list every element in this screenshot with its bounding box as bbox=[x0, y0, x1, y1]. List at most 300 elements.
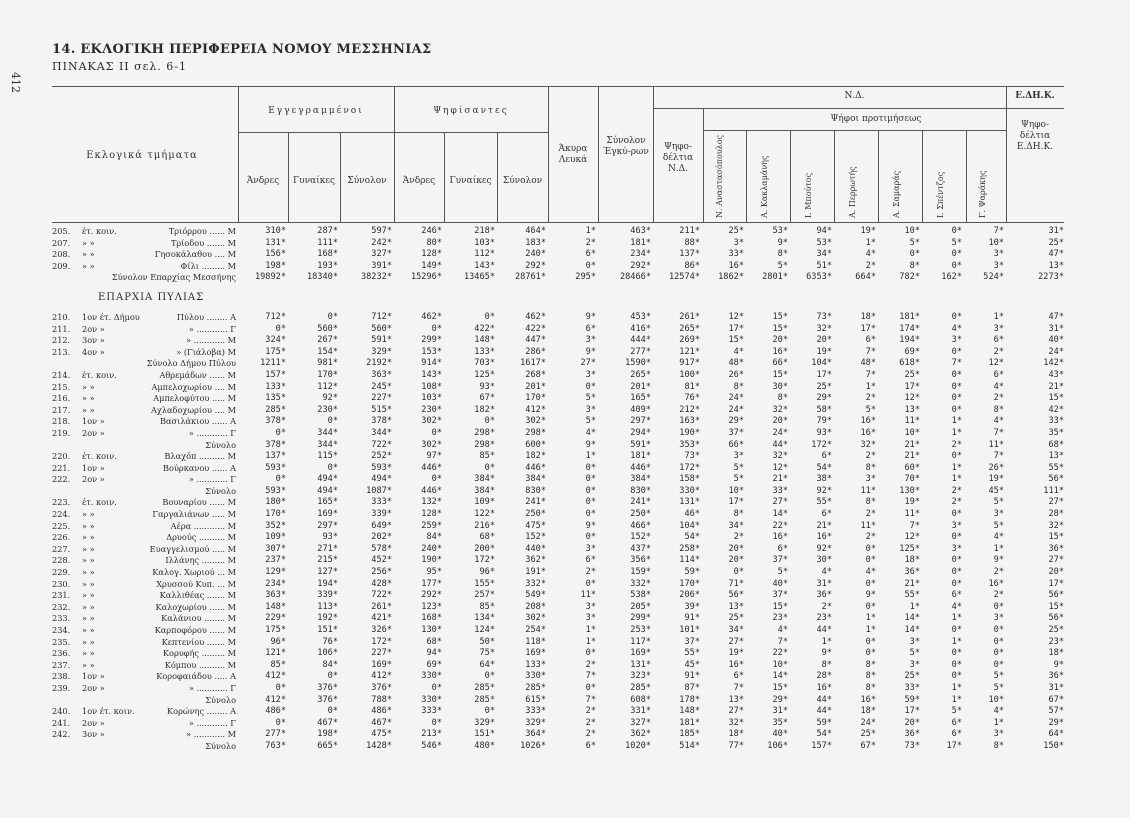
cell: 0* bbox=[865, 578, 876, 589]
cell: 18* bbox=[860, 706, 876, 717]
cell: 23* bbox=[1048, 636, 1064, 647]
row-name: Βούρκανου ...... Α bbox=[163, 462, 236, 473]
cell: 128* bbox=[421, 509, 442, 520]
row-number: 208. bbox=[52, 249, 71, 260]
cell: 0* bbox=[484, 671, 495, 682]
row-number: 235. bbox=[52, 636, 71, 647]
row-name: Τρίοδου ....... Μ bbox=[170, 237, 236, 248]
cell: 97* bbox=[426, 451, 442, 462]
cell: 330* bbox=[421, 694, 442, 705]
candidate-3: Α. Περρωτής bbox=[848, 166, 857, 218]
cell: 378* bbox=[265, 416, 286, 427]
cell: 292* bbox=[525, 260, 546, 271]
cell: 446* bbox=[421, 485, 442, 496]
cell: 0* bbox=[993, 659, 1004, 670]
row-kind: » » bbox=[82, 590, 95, 601]
cell: 391* bbox=[371, 260, 392, 271]
subtotal-row bbox=[0, 440, 1130, 452]
cell: 96* bbox=[270, 636, 286, 647]
cell: 0* bbox=[484, 706, 495, 717]
cell: 9* bbox=[585, 439, 596, 450]
cell: 4* bbox=[993, 381, 1004, 392]
cell: 363* bbox=[371, 369, 392, 380]
cell: 0* bbox=[585, 497, 596, 508]
row-name: Κόμπου .......... Μ bbox=[164, 659, 236, 670]
cell: 159* bbox=[630, 567, 651, 578]
row-number: 217. bbox=[52, 404, 71, 415]
cell: 0* bbox=[733, 567, 744, 578]
cell: 137* bbox=[679, 249, 700, 260]
cell: 66* bbox=[728, 439, 744, 450]
row-number: 234. bbox=[52, 625, 71, 635]
cell: 20* bbox=[772, 416, 788, 427]
cell: 55* bbox=[1048, 462, 1064, 473]
cell: 15* bbox=[1048, 601, 1064, 612]
cell: 1* bbox=[993, 543, 1004, 554]
cell: 3* bbox=[993, 323, 1004, 334]
cell: 462* bbox=[421, 311, 442, 322]
cell: 914* bbox=[421, 358, 442, 369]
cell: 93* bbox=[479, 381, 495, 392]
cell: 0* bbox=[951, 381, 962, 392]
cell: 4* bbox=[993, 416, 1004, 427]
cell: 92* bbox=[816, 543, 832, 554]
cell: 237* bbox=[265, 555, 286, 566]
row-number: 239. bbox=[52, 682, 71, 693]
cell: 0* bbox=[585, 532, 596, 543]
cell: 5* bbox=[865, 404, 876, 415]
row-name: Κεπτενίου ....... Μ bbox=[161, 636, 236, 647]
row-name: » ............ Γ bbox=[188, 682, 236, 693]
cell: 29* bbox=[728, 416, 744, 427]
region-heading-text: ΕΠΑΡΧΙΑ ΠΥΛΙΑΣ bbox=[98, 291, 205, 303]
cell: 11* bbox=[860, 485, 876, 496]
cell: 4* bbox=[777, 625, 788, 635]
cell: 475* bbox=[371, 729, 392, 740]
cell: 111* bbox=[1043, 485, 1064, 496]
cell: 194* bbox=[899, 335, 920, 346]
cell: 103* bbox=[474, 237, 495, 248]
cell: 19* bbox=[860, 226, 876, 236]
table-row bbox=[0, 428, 1130, 440]
cell: 64* bbox=[479, 659, 495, 670]
row-number: 223. bbox=[52, 497, 71, 508]
cell: 486* bbox=[265, 706, 286, 717]
cell: 27* bbox=[728, 706, 744, 717]
row-kind: » » bbox=[82, 532, 95, 543]
cell: 0* bbox=[951, 393, 962, 404]
cell: 9* bbox=[865, 590, 876, 601]
cell: 2* bbox=[865, 393, 876, 404]
cell: 48* bbox=[860, 358, 876, 369]
cell: 8* bbox=[865, 671, 876, 682]
cell: 158* bbox=[679, 474, 700, 485]
cell: 240* bbox=[421, 543, 442, 554]
row-number: 222. bbox=[52, 474, 71, 485]
cell: 1* bbox=[865, 625, 876, 635]
cell: 3* bbox=[909, 659, 920, 670]
header-edik-group: Ε.ΔΗ.Κ. bbox=[1015, 91, 1055, 101]
row-kind: » » bbox=[82, 601, 95, 612]
cell: 285* bbox=[630, 682, 651, 693]
cell: 40* bbox=[1048, 335, 1064, 346]
cell: 149* bbox=[421, 260, 442, 271]
cell: 0* bbox=[865, 601, 876, 612]
cell: 15* bbox=[1048, 393, 1064, 404]
row-number: 238. bbox=[52, 671, 71, 682]
cell: 4* bbox=[865, 249, 876, 260]
cell: 143* bbox=[474, 260, 495, 271]
cell: 3* bbox=[585, 543, 596, 554]
cell: 1* bbox=[865, 613, 876, 624]
cell: 241* bbox=[525, 497, 546, 508]
cell: 31* bbox=[1048, 682, 1064, 693]
cell: 302* bbox=[421, 416, 442, 427]
cell: 3* bbox=[951, 543, 962, 554]
table-row bbox=[0, 648, 1130, 660]
cell: 0* bbox=[951, 311, 962, 322]
cell: 494* bbox=[371, 474, 392, 485]
cell: 285* bbox=[474, 682, 495, 693]
cell: 285* bbox=[525, 682, 546, 693]
cell: 763* bbox=[265, 740, 286, 751]
row-name: Σύνολο bbox=[205, 485, 236, 496]
cell: 3* bbox=[909, 636, 920, 647]
cell: 8* bbox=[733, 381, 744, 392]
cell: 18* bbox=[860, 311, 876, 322]
cell: 2* bbox=[585, 717, 596, 728]
cell: 18* bbox=[1048, 648, 1064, 659]
cell: 703* bbox=[474, 358, 495, 369]
cell: 2801* bbox=[762, 272, 788, 283]
cell: 1087* bbox=[366, 485, 392, 496]
cell: 96* bbox=[479, 567, 495, 578]
header-valid: Σύνολον Έγκύ-ρων bbox=[603, 136, 649, 157]
cell: 23* bbox=[772, 613, 788, 624]
candidate-6: Γ. Ψαράκης bbox=[978, 170, 987, 218]
cell: 4* bbox=[993, 532, 1004, 543]
cell: 287* bbox=[317, 226, 338, 236]
cell: 94* bbox=[816, 226, 832, 236]
cell: 8* bbox=[733, 509, 744, 520]
row-name: Καρποφόρου ...... Μ bbox=[154, 625, 236, 635]
cell: 0* bbox=[585, 381, 596, 392]
cell: 163* bbox=[679, 416, 700, 427]
cell: 181* bbox=[630, 451, 651, 462]
cell: 32* bbox=[728, 717, 744, 728]
cell: 376* bbox=[371, 682, 392, 693]
cell: 362* bbox=[525, 555, 546, 566]
cell: 25* bbox=[904, 369, 920, 380]
candidate-1: Α. Κακλαμάνης bbox=[760, 155, 769, 218]
cell: 178* bbox=[679, 694, 700, 705]
cell: 215* bbox=[317, 555, 338, 566]
cell: 12* bbox=[904, 532, 920, 543]
cell: 0* bbox=[431, 474, 442, 485]
cell: 299* bbox=[421, 335, 442, 346]
cell: 36* bbox=[816, 590, 832, 601]
cell: 593* bbox=[265, 485, 286, 496]
row-number: 218. bbox=[52, 416, 71, 427]
cell: 68* bbox=[1048, 439, 1064, 450]
table-row bbox=[0, 335, 1130, 347]
row-number: 219. bbox=[52, 427, 71, 438]
cell: 56* bbox=[1048, 613, 1064, 624]
cell: 21* bbox=[904, 578, 920, 589]
row-kind: » » bbox=[82, 567, 95, 578]
row-kind: » » bbox=[82, 404, 95, 415]
cell: 1* bbox=[951, 427, 962, 438]
table-row bbox=[0, 347, 1130, 359]
cell: 24* bbox=[772, 427, 788, 438]
table-body bbox=[0, 226, 1130, 753]
cell: 265* bbox=[679, 323, 700, 334]
cell: 3* bbox=[585, 601, 596, 612]
cell: 27* bbox=[1048, 497, 1064, 508]
row-name: Πύλου ........ Α bbox=[176, 311, 236, 322]
cell: 181* bbox=[899, 311, 920, 322]
cell: 2* bbox=[951, 439, 962, 450]
header-nd-group: Ν.Δ. bbox=[844, 91, 865, 101]
cell: 81* bbox=[684, 381, 700, 392]
cell: 514* bbox=[679, 740, 700, 751]
cell: 8* bbox=[865, 659, 876, 670]
cell: 33* bbox=[772, 485, 788, 496]
cell: 24* bbox=[728, 404, 744, 415]
cell: 33* bbox=[1048, 416, 1064, 427]
cell: 1* bbox=[585, 451, 596, 462]
cell: 29* bbox=[816, 393, 832, 404]
cell: 135* bbox=[265, 393, 286, 404]
cell: 6* bbox=[821, 451, 832, 462]
cell: 3* bbox=[865, 474, 876, 485]
cell: 7* bbox=[909, 520, 920, 531]
cell: 218* bbox=[474, 226, 495, 236]
table-row bbox=[0, 660, 1130, 672]
cell: 151* bbox=[317, 625, 338, 635]
cell: 0* bbox=[327, 671, 338, 682]
cell: 84* bbox=[322, 659, 338, 670]
cell: 152* bbox=[525, 532, 546, 543]
cell: 20* bbox=[904, 717, 920, 728]
cell: 91* bbox=[684, 671, 700, 682]
cell: 2* bbox=[951, 497, 962, 508]
cell: 7* bbox=[777, 636, 788, 647]
cell: 56* bbox=[1048, 474, 1064, 485]
cell: 268* bbox=[525, 369, 546, 380]
cell: 6* bbox=[993, 335, 1004, 346]
cell: 297* bbox=[317, 520, 338, 531]
cell: 5* bbox=[951, 237, 962, 248]
cell: 4* bbox=[585, 427, 596, 438]
cell: 446* bbox=[421, 462, 442, 473]
cell: 1026* bbox=[520, 740, 546, 751]
cell: 37* bbox=[772, 555, 788, 566]
cell: 297* bbox=[630, 416, 651, 427]
cell: 142* bbox=[1043, 358, 1064, 369]
cell: 9* bbox=[821, 648, 832, 659]
cell: 363* bbox=[265, 590, 286, 601]
cell: 2192* bbox=[366, 358, 392, 369]
cell: 7* bbox=[993, 226, 1004, 236]
row-kind: έτ. κοιν. bbox=[82, 369, 117, 380]
cell: 0* bbox=[951, 369, 962, 380]
cell: 17* bbox=[860, 323, 876, 334]
cell: 712* bbox=[265, 311, 286, 322]
row-number: 227. bbox=[52, 543, 71, 554]
cell: 344* bbox=[317, 427, 338, 438]
cell: 37* bbox=[772, 590, 788, 601]
cell: 13* bbox=[904, 404, 920, 415]
cell: 364* bbox=[525, 729, 546, 740]
cell: 34* bbox=[816, 249, 832, 260]
row-name: Κορυφής ......... Μ bbox=[162, 648, 236, 659]
cell: 6* bbox=[585, 555, 596, 566]
cell: 0* bbox=[865, 543, 876, 554]
cell: 59* bbox=[816, 717, 832, 728]
cell: 467* bbox=[317, 717, 338, 728]
cell: 271* bbox=[317, 543, 338, 554]
table-row bbox=[0, 509, 1130, 521]
cell: 33* bbox=[904, 682, 920, 693]
table-row bbox=[0, 683, 1130, 695]
cell: 200* bbox=[474, 543, 495, 554]
cell: 252* bbox=[371, 451, 392, 462]
cell: 8* bbox=[993, 740, 1004, 751]
cell: 560* bbox=[317, 323, 338, 334]
cell: 356* bbox=[630, 555, 651, 566]
cell: 3* bbox=[585, 335, 596, 346]
cell: 269* bbox=[679, 335, 700, 346]
cell: 57* bbox=[1048, 706, 1064, 717]
cell: 0* bbox=[993, 648, 1004, 659]
cell: 175* bbox=[265, 625, 286, 635]
row-kind: έτ. κοιν. bbox=[82, 451, 117, 462]
cell: 153* bbox=[421, 346, 442, 357]
row-name: Δρυούς .......... Μ bbox=[166, 532, 236, 543]
cell: 277* bbox=[265, 729, 286, 740]
cell: 31* bbox=[816, 578, 832, 589]
cell: 131* bbox=[265, 237, 286, 248]
cell: 124* bbox=[474, 625, 495, 635]
cell: 15296* bbox=[410, 272, 442, 283]
table-row bbox=[0, 718, 1130, 730]
cell: 109* bbox=[474, 497, 495, 508]
cell: 151* bbox=[474, 729, 495, 740]
cell: 5* bbox=[585, 416, 596, 427]
cell: 2* bbox=[865, 451, 876, 462]
cell: 2* bbox=[865, 509, 876, 520]
cell: 129* bbox=[265, 567, 286, 578]
cell: 6* bbox=[951, 717, 962, 728]
cell: 69* bbox=[426, 659, 442, 670]
cell: 92* bbox=[816, 485, 832, 496]
cell: 16* bbox=[860, 694, 876, 705]
cell: 1* bbox=[951, 636, 962, 647]
cell: 1428* bbox=[366, 740, 392, 751]
table-row bbox=[0, 567, 1130, 579]
cell: 95* bbox=[426, 567, 442, 578]
cell: 2273* bbox=[1038, 272, 1064, 283]
cell: 93* bbox=[816, 427, 832, 438]
cell: 185* bbox=[679, 729, 700, 740]
table-row bbox=[0, 555, 1130, 567]
cell: 339* bbox=[317, 590, 338, 601]
header-men-reg: Άνδρες bbox=[246, 176, 280, 186]
row-name: Αχλαδοχωρίου .... Μ bbox=[150, 404, 236, 415]
cell: 615* bbox=[525, 694, 546, 705]
cell: 332* bbox=[525, 578, 546, 589]
cell: 462* bbox=[525, 311, 546, 322]
cell: 242* bbox=[371, 237, 392, 248]
row-number: 205. bbox=[52, 226, 71, 236]
table-row bbox=[0, 706, 1130, 718]
cell: 84* bbox=[426, 532, 442, 543]
cell: 3* bbox=[993, 509, 1004, 520]
header-sections: Εκλογικά τμήματα bbox=[86, 150, 198, 161]
cell: 475* bbox=[525, 520, 546, 531]
header-registered: Εγγεγραμμένοι bbox=[268, 106, 364, 116]
cell: 329* bbox=[474, 717, 495, 728]
cell: 257* bbox=[474, 590, 495, 601]
row-number: 237. bbox=[52, 659, 71, 670]
cell: 5* bbox=[993, 497, 1004, 508]
cell: 169* bbox=[317, 509, 338, 520]
cell: 467* bbox=[371, 717, 392, 728]
cell: 0* bbox=[585, 260, 596, 271]
cell: 250* bbox=[525, 509, 546, 520]
cell: 10* bbox=[728, 485, 744, 496]
cell: 11* bbox=[904, 509, 920, 520]
cell: 0* bbox=[993, 625, 1004, 635]
cell: 229* bbox=[265, 613, 286, 624]
cell: 44* bbox=[816, 694, 832, 705]
cell: 453* bbox=[630, 311, 651, 322]
cell: 3* bbox=[993, 260, 1004, 271]
cell: 50* bbox=[479, 636, 495, 647]
cell: 162* bbox=[941, 272, 962, 283]
cell: 3* bbox=[951, 335, 962, 346]
cell: 170* bbox=[679, 578, 700, 589]
cell: 70* bbox=[904, 474, 920, 485]
cell: 259* bbox=[421, 520, 442, 531]
header-total-voted: Σύνολον bbox=[502, 176, 543, 186]
row-kind: 2ον » bbox=[82, 474, 105, 485]
cell: 560* bbox=[371, 323, 392, 334]
cell: 2* bbox=[821, 601, 832, 612]
cell: 4* bbox=[993, 706, 1004, 717]
cell: 42* bbox=[1048, 404, 1064, 415]
cell: 76* bbox=[322, 636, 338, 647]
row-name: Καλλιθέας ....... Μ bbox=[159, 590, 236, 601]
cell: 0* bbox=[585, 485, 596, 496]
cell: 16* bbox=[816, 532, 832, 543]
cell: 9* bbox=[993, 555, 1004, 566]
cell: 5* bbox=[777, 260, 788, 271]
cell: 172* bbox=[679, 462, 700, 473]
cell: 54* bbox=[816, 462, 832, 473]
cell: 327* bbox=[371, 249, 392, 260]
cell: 32* bbox=[816, 323, 832, 334]
cell: 168* bbox=[317, 249, 338, 260]
cell: 412* bbox=[371, 671, 392, 682]
cell: 515* bbox=[371, 404, 392, 415]
cell: 0* bbox=[275, 717, 286, 728]
cell: 4* bbox=[951, 323, 962, 334]
cell: 20* bbox=[728, 543, 744, 554]
cell: 307* bbox=[265, 543, 286, 554]
cell: 133* bbox=[525, 659, 546, 670]
